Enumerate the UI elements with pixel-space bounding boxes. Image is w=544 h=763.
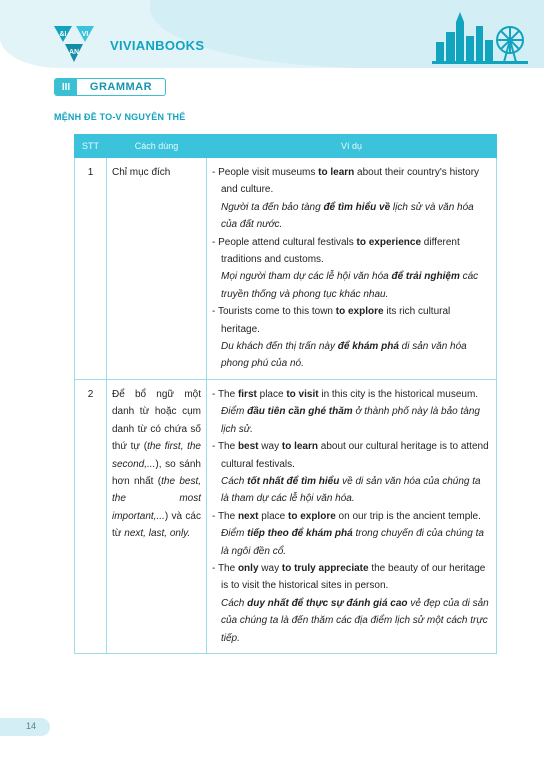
text-run: on our trip is the ancient temple.: [335, 510, 481, 522]
text-run: way: [258, 562, 282, 574]
text-run: ), so sánh hơn nhất (: [112, 458, 201, 487]
text-run: lịch sử và văn hóa của đất nước.: [221, 201, 474, 231]
table-header-row: [75, 135, 497, 158]
city-skyline-icon: [432, 8, 528, 64]
text-run: People visit museums: [218, 167, 319, 178]
text-run: about their country's history and culture.: [221, 167, 480, 196]
text-run: first: [237, 388, 257, 400]
text-run: Tourists come to this town: [217, 306, 336, 318]
text-run: The: [217, 388, 238, 400]
text-run: Chỉ mục đích: [112, 167, 171, 178]
table-row: [75, 379, 497, 653]
text-run: Để bổ ngữ một danh từ hoặc cụm danh từ có chứa số thứ tự (: [112, 388, 201, 453]
logo-letter-1: &I: [59, 31, 67, 38]
text-run: the first, the second,...: [112, 441, 201, 470]
examples-cell: [207, 158, 497, 380]
text-run: duy nhất để thực sự đánh giá cao: [247, 597, 408, 609]
table-row: [75, 158, 497, 380]
text-run: Du khách đến thị trấn này: [221, 341, 338, 353]
grammar-subheading: MỆNH ĐỀ TO-V NGUYÊN THỂ: [54, 112, 186, 122]
text-run: to truly appreciate: [281, 562, 369, 574]
text-run: di sản văn hóa phong phú của nó.: [221, 341, 467, 370]
text-run: Cách: [221, 597, 248, 609]
text-run: only: [237, 562, 259, 574]
bullet-dash: -: [212, 306, 218, 318]
text-run: its rich cultural heritage.: [221, 306, 451, 335]
bullet-dash: -: [212, 236, 219, 248]
section-number: III: [55, 79, 77, 95]
bullet-dash: -: [212, 167, 219, 178]
example-vietnamese: [212, 403, 491, 438]
text-run: to learn: [281, 441, 318, 453]
logo-letter-2: VI: [81, 31, 89, 38]
text-run: tiếp theo để khám phá: [247, 528, 353, 540]
text-run: Điểm: [221, 528, 248, 540]
text-run: Cách: [221, 475, 248, 487]
text-run: People attend cultural festivals: [218, 236, 357, 248]
row-number: 2: [75, 379, 107, 653]
text-run: different traditions and customs.: [221, 236, 460, 266]
text-run: to experience: [356, 236, 422, 248]
example-vietnamese: [212, 525, 491, 560]
page-number-tab: [0, 718, 50, 736]
vivianbooks-logo-icon: [50, 22, 98, 64]
text-run: the beauty of our heritage is to visit the historical sites in person.: [221, 562, 486, 592]
bullet-dash: -: [212, 510, 218, 522]
examples-cell: [207, 379, 497, 653]
text-run: Mọi người tham dự các lễ hội văn hóa: [221, 271, 392, 283]
col-header-usage: Cách dùng: [107, 135, 207, 158]
example-english: [212, 508, 491, 525]
usage-cell: [107, 379, 207, 653]
example-vietnamese: [212, 268, 491, 303]
example-vietnamese: [212, 595, 491, 647]
text-run: place: [258, 510, 288, 522]
text-run: các truyền thống và phong tục khác nhau.: [221, 271, 479, 300]
text-run: về di sản văn hóa của chúng ta là tham dự các lễ hội văn hóa.: [221, 475, 481, 505]
example-english: [212, 303, 491, 338]
text-run: to learn: [318, 167, 355, 178]
text-run: để khám phá: [337, 341, 399, 353]
logo-letter-3: AN: [68, 49, 80, 56]
example-vietnamese: [212, 473, 491, 508]
example-english: [212, 164, 491, 199]
example-vietnamese: [212, 338, 491, 373]
section-header: [54, 78, 166, 96]
text-run: ) và các từ: [112, 510, 201, 540]
text-run: Điểm: [221, 406, 248, 418]
text-run: next: [237, 510, 259, 522]
text-run: to explore: [335, 306, 384, 318]
text-run: Người ta đến bảo tàng: [221, 201, 324, 213]
section-title: GRAMMAR: [89, 81, 153, 93]
col-header-stt: STT: [75, 135, 107, 158]
text-run: next, last, only.: [124, 528, 191, 540]
text-run: the best, the most important,...: [112, 475, 202, 522]
text-run: vẻ đẹp của di sản của chúng ta là đến thăm các địa điểm lịch sử một cách trực tiếp.: [221, 597, 489, 644]
text-run: để trải nghiệm: [391, 271, 460, 283]
text-run: The: [217, 510, 238, 522]
text-run: best: [237, 441, 259, 453]
usage-cell: [107, 158, 207, 380]
bullet-dash: -: [212, 441, 218, 453]
page-number: 14: [26, 721, 37, 731]
text-run: ở thành phố này là bảo tàng lịch sử.: [221, 406, 480, 435]
example-english: [212, 386, 491, 403]
brand-name: VIVIANBOOKS: [110, 38, 205, 53]
text-run: in this city is the historical museum.: [318, 388, 479, 400]
text-run: The: [217, 562, 238, 574]
example-english: [212, 438, 491, 473]
text-run: about our cultural heritage is to attend cultural festivals.: [221, 441, 489, 470]
text-run: to explore: [287, 510, 336, 522]
example-vietnamese: [212, 199, 491, 234]
text-run: trong chuyến đi của chúng ta là ngôi đền cổ.: [221, 528, 484, 557]
row-number: 1: [75, 158, 107, 380]
text-run: tốt nhất để tìm hiểu: [247, 475, 340, 487]
example-english: [212, 560, 491, 595]
text-run: to visit: [286, 388, 319, 400]
bullet-dash: -: [212, 388, 218, 400]
text-run: đầu tiên cần ghé thăm: [247, 406, 353, 418]
grammar-table: [74, 134, 497, 654]
text-run: way: [258, 441, 282, 453]
text-run: The: [217, 441, 238, 453]
text-run: place: [256, 388, 287, 400]
example-english: [212, 234, 491, 269]
text-run: để tìm hiểu về: [323, 201, 391, 213]
col-header-examples: Ví dụ: [207, 135, 497, 158]
bullet-dash: -: [212, 562, 218, 574]
